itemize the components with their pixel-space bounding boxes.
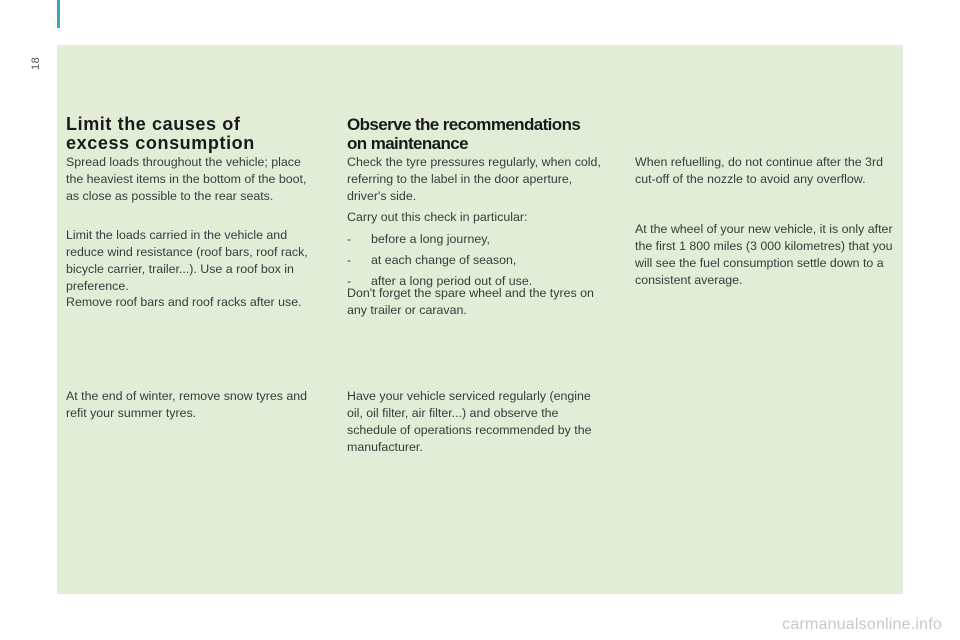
paragraph-spare-wheel: Don't forget the spare wheel and the tyres on any trailer or caravan.	[347, 286, 594, 317]
paragraph-servicing: Have your vehicle serviced regularly (engine oil, oil filter, air filter...) and observe the schedule of operations recommended by the manufacturer.	[347, 389, 592, 454]
content-panel	[57, 45, 903, 594]
list-item-text: at each change of season,	[371, 253, 517, 267]
list-item-text: before a long journey,	[371, 232, 490, 246]
section-heading-consumption	[66, 115, 255, 153]
list-item-text: after a long period out of use.	[371, 274, 533, 288]
watermark: carmanualsonline.info	[782, 616, 942, 633]
paragraph-tyre-pressures: Check the tyre pressures regularly, when cold, referring to the label in the door aperture, driver's side.	[347, 155, 601, 203]
page-number: 18	[30, 56, 42, 70]
list-item	[347, 231, 532, 252]
accent-bar	[57, 0, 60, 28]
paragraph-running-in: At the wheel of your new vehicle, it is only after the first 1 800 miles (3 000 kilometres) that you will see the fuel consumption settle down to a consistent average.	[635, 222, 893, 287]
section-heading-maintenance	[347, 115, 580, 153]
paragraph-refuelling: When refuelling, do not continue after the 3rd cut-off of the nozzle to avoid any overflow.	[635, 155, 883, 186]
heading-line: excess consumption	[66, 133, 255, 153]
paragraph-snow-tyres: At the end of winter, remove snow tyres and refit your summer tyres.	[66, 389, 308, 420]
paragraph-roof-bars: Remove roof bars and roof racks after use.	[66, 295, 302, 309]
bullet-marker: -	[347, 274, 352, 288]
list-item	[347, 252, 532, 273]
paragraph-limit-loads: Limit the loads carried in the vehicle and reduce wind resistance (roof bars, roof rack, bicycle carrier, trailer...). Use a roof box in preference.	[66, 228, 308, 293]
heading-line: Observe the recommendations	[347, 115, 581, 134]
heading-line: on maintenance	[347, 134, 469, 153]
paragraph-spread-loads: Spread loads throughout the vehicle; place the heaviest items in the bottom of the boot, as close as possible to the rear seats.	[66, 155, 307, 203]
bullet-marker: -	[347, 253, 352, 267]
heading-line: Limit the causes of	[66, 114, 241, 134]
bullet-marker: -	[347, 232, 352, 246]
paragraph-check-when: Carry out this check in particular:	[347, 210, 528, 224]
